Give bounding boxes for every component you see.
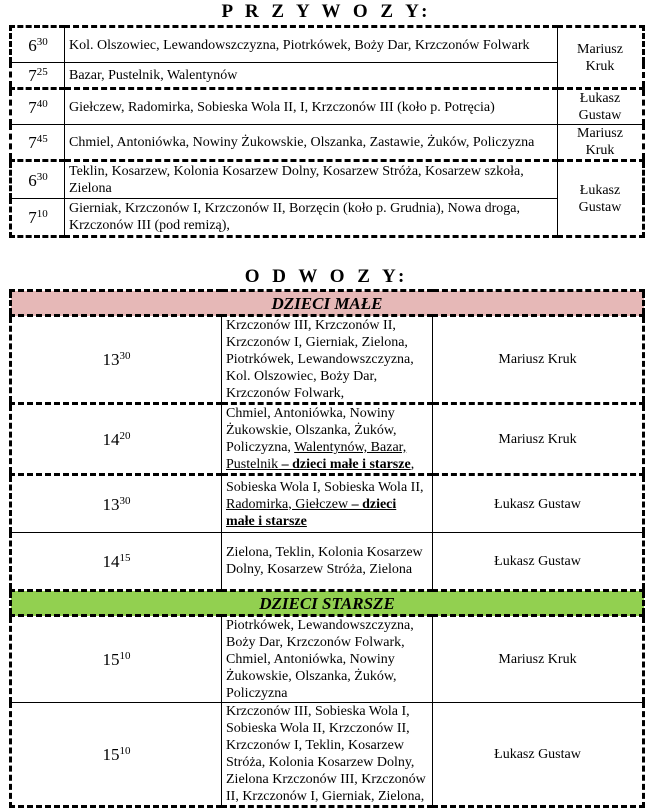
table-row (11, 161, 644, 199)
time-cell: $7^{45}$ (11, 125, 65, 161)
table-row (11, 89, 644, 125)
band-dzieci-starsze (11, 591, 644, 616)
route-cell: Chmiel, Antoniówka, Nowiny Żukowskie, Olszanka, Żuków, Policzyzna, Walentynów, Bazar, Pustelnik – dzieci małe i starsze, (222, 404, 433, 475)
driver-cell: Mariusz Kruk (558, 125, 644, 161)
driver-cell: Łukasz Gustaw (433, 533, 644, 591)
time-cell: $6^{30}$ (11, 161, 65, 199)
route-cell: Piotrkówek, Lewandowszczyzna, Boży Dar, Krzczonów Folwark, Chmiel, Antoniówka, Nowiny Żukowskie, Olszanka, Żuków, Policzyzna (222, 616, 433, 703)
table-row (11, 27, 644, 63)
band-label: DZIECI MAŁE (11, 291, 644, 316)
time-cell: $13^{30}$ (11, 316, 222, 404)
driver-cell: Łukasz Gustaw (558, 161, 644, 237)
route-cell: Zielona, Teklin, Kolonia Kosarzew Dolny, Kosarzew Stróża, Zielona (222, 533, 433, 591)
time-cell: $14^{20}$ (11, 404, 222, 475)
table-row (11, 533, 644, 591)
time-cell: $6^{30}$ (11, 27, 65, 63)
driver-cell: Mariusz Kruk (433, 316, 644, 404)
time-cell: $15^{10}$ (11, 616, 222, 703)
band-dzieci-male (11, 291, 644, 316)
driver-cell: Łukasz Gustaw (558, 89, 644, 125)
driver-cell: Mariusz Kruk (558, 27, 644, 89)
driver-cell: Łukasz Gustaw (433, 475, 644, 533)
table-row (11, 616, 644, 703)
table-row (11, 404, 644, 475)
route-cell: Krzczonów III, Sobieska Wola I, Sobieska Wola II, Krzczonów II, Krzczonów I, Teklin, Kosarzew Stróża, Kolonia Kosarzew Dolny, Zielona Krzczonów III, Krzczonów II, Krzczonów I, Gierniak, Zielona, (222, 703, 433, 807)
odwozy-title: O D W O Z Y: (244, 266, 409, 287)
driver-cell: Mariusz Kruk (433, 404, 644, 475)
odwozy-table (9, 289, 645, 808)
route-cell: Chmiel, Antoniówka, Nowiny Żukowskie, Olszanka, Zastawie, Żuków, Policzyzna (65, 125, 558, 161)
time-cell: $15^{10}$ (11, 703, 222, 807)
route-cell: Kol. Olszowiec, Lewandowszczyzna, Piotrkówek, Boży Dar, Krzczonów Folwark (65, 27, 558, 63)
table-row (11, 125, 644, 161)
route-cell: Bazar, Pustelnik, Walentynów (65, 63, 558, 89)
driver-cell: Mariusz Kruk (433, 616, 644, 703)
time-cell: $13^{30}$ (11, 475, 222, 533)
table-row (11, 63, 644, 89)
route-cell: Gierniak, Krzczonów I, Krzczonów II, Borzęcin (koło p. Grudnia), Nowa droga, Krzczonów III (pod remizą), (65, 199, 558, 237)
time-cell: $7^{40}$ (11, 89, 65, 125)
time-cell: $14^{15}$ (11, 533, 222, 591)
table-row (11, 316, 644, 404)
table-row (11, 703, 644, 807)
route-cell: Sobieska Wola I, Sobieska Wola II, Radomirka, Giełczew – dzieci małe i starsze (222, 475, 433, 533)
przywozy-table (9, 25, 645, 238)
przywozy-title: P R Z Y W O Z Y: (221, 1, 432, 22)
table-row (11, 199, 644, 237)
route-cell: Krzczonów III, Krzczonów II, Krzczonów I, Gierniak, Zielona, Piotrkówek, Lewandowszczyzna, Kol. Olszowiec, Boży Dar, Krzczonów Folwark, (222, 316, 433, 404)
driver-cell: Łukasz Gustaw (433, 703, 644, 807)
route-cell: Giełczew, Radomirka, Sobieska Wola II, I, Krzczonów III (koło p. Potręcia) (65, 89, 558, 125)
time-cell: $7^{25}$ (11, 63, 65, 89)
route-cell: Teklin, Kosarzew, Kolonia Kosarzew Dolny, Kosarzew Stróża, Kosarzew szkoła, Zielona (65, 161, 558, 199)
band-label: DZIECI STARSZE (11, 591, 644, 616)
table-row (11, 475, 644, 533)
time-cell: $7^{10}$ (11, 199, 65, 237)
